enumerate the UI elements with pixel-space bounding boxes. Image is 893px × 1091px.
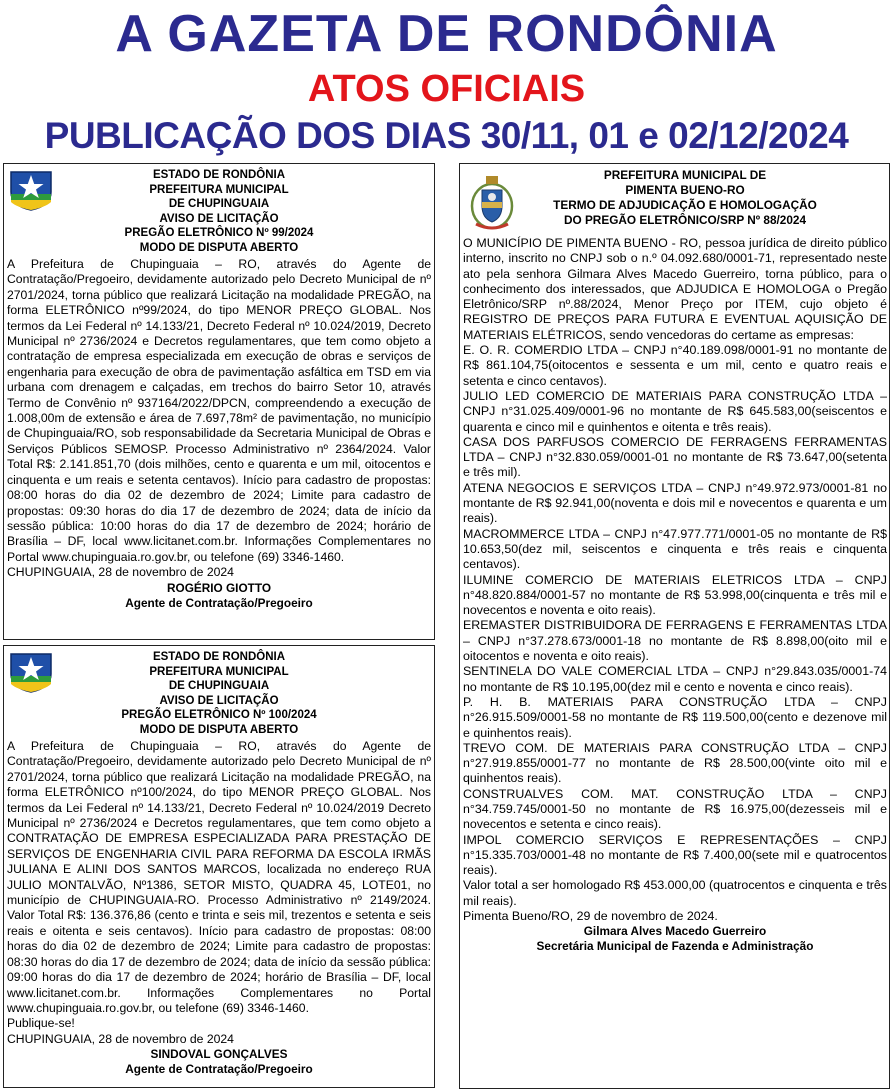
publish-note: Publique-se! bbox=[7, 1016, 75, 1031]
signer-name: ROGÉRIO GIOTTO bbox=[167, 580, 271, 595]
signer-role: Agente de Contratação/Pregoeiro bbox=[125, 595, 313, 610]
publication-dates: PUBLICAÇÃO DOS DIAS 30/11, 01 e 02/12/2024 bbox=[44, 115, 849, 156]
signer-name: Gilmara Alves Macedo Guerreiro bbox=[583, 924, 767, 939]
signer-name: SINDOVAL GONÇALVES bbox=[150, 1047, 288, 1062]
header-process-number: PREGÃO ELETRÔNICO Nº 99/2024 bbox=[124, 227, 314, 239]
notice-header bbox=[74, 650, 364, 737]
section-title: ATOS OFICIAIS bbox=[307, 68, 586, 110]
header-document-type: TERMO DE ADJUDICAÇÃO E HOMOLOGAÇÃO bbox=[553, 198, 817, 212]
notice-header bbox=[520, 168, 850, 228]
rondonia-flag-icon bbox=[8, 168, 54, 212]
notice-chupinguaia-99 bbox=[3, 163, 435, 640]
total-value: Valor total a ser homologado R$ 453.000,00 (quatrocentos e cinquenta e três mil reais). bbox=[463, 878, 887, 908]
newspaper-title: A GAZETA DE RONDÔNIA bbox=[115, 5, 778, 63]
header-state: ESTADO DE RONDÔNIA bbox=[152, 651, 286, 663]
header-dispute-mode: MODO DE DISPUTA ABERTO bbox=[139, 241, 299, 254]
place-date: CHUPINGUAIA, 28 de novembro de 2024 bbox=[7, 565, 234, 580]
notice-header bbox=[74, 168, 364, 255]
header-process-number: PREGÃO ELETRÔNICO Nº 100/2024 bbox=[121, 709, 317, 721]
municipal-coat-of-arms-icon bbox=[468, 172, 516, 234]
header-process-number: DO PREGÃO ELETRÔNICO/SRP Nº 88/2024 bbox=[563, 213, 807, 227]
signer-role: Agente de Contratação/Pregoeiro bbox=[125, 1062, 313, 1077]
winner-entry: SENTINELA DO VALE COMERCIAL LTDA – CNPJ n°29.843.035/0001-74 no montante de R$ 10.195,00(dez mil e cento e noventa e cinco reais). bbox=[463, 664, 887, 694]
winner-entry: CASA DOS PARFUSOS COMERCIO DE FERRAGENS FERRAMENTAS LTDA – CNPJ n°32.830.059/0001-01 no montante de R$ 73.647,00(setenta e três mil). bbox=[463, 434, 887, 480]
notice-pimenta-bueno-88 bbox=[459, 163, 890, 1089]
notice-body bbox=[7, 739, 431, 1077]
header-state: ESTADO DE RONDÔNIA bbox=[152, 169, 286, 181]
place-date: Pimenta Bueno/RO, 29 de novembro de 2024. bbox=[463, 909, 718, 924]
winner-entry: E. O. R. COMERDIO LTDA – CNPJ n°40.189.098/0001-91 no montante de R$ 861.104,75(oitocentos e sessenta e um mil, cento e quatro reais e setenta e cinco centavos). bbox=[463, 343, 887, 388]
notice-body bbox=[7, 257, 431, 611]
winner-entry: CONSTRUALVES COM. MAT. CONSTRUÇÃO LTDA – CNPJ n°34.759.745/0001-50 no montante de R$ 16.975,00(dezesseis mil e novecentos e setenta e cinco reais). bbox=[463, 786, 887, 832]
notice-body bbox=[463, 236, 887, 954]
winner-entry: EREMASTER DISTRIBUIDORA DE FERRAGENS E FERRAMENTAS LTDA – CNPJ n°37.278.673/0001-18 no montante de R$ 8.898,00(oito mil e oitocentos e noventa e oito reais). bbox=[463, 618, 887, 664]
header-notice-type: AVISO DE LICITAÇÃO bbox=[159, 694, 279, 707]
intro-paragraph: O MUNICÍPIO DE PIMENTA BUENO - RO, pessoa jurídica de direito público interno, inscrito no CNPJ sob o n.º 04.092.680/0001-71, representado neste ato pela senhora Gilmara Alves Macedo Guerreiro, torna público, para o conhecimento dos interessados, que ADJUDICA E HOMOLOGA o Pregão Eletrônico/SRP nº.88/2024, Menor Preço por ITEM, cujo objeto é REGISTRO DE PREÇOS PARA FUTURA E EVENTUAL AQUISIÇÃO DE MATERIAIS ELÉTRICOS, sendo vencedoras do certame as empresas: bbox=[463, 236, 887, 342]
winner-entry: TREVO COM. DE MATERIAIS PARA CONSTRUÇÃO LTDA – CNPJ n°27.919.855/0001-77 no montante de R$ 28.500,00(vinte oito mil e quinhentos reais). bbox=[463, 740, 887, 786]
winner-entry: JULIO LED COMERCIO DE MATERIAIS PARA CONSTRUÇÃO LTDA – CNPJ n°31.025.409/0001-96 no montante de R$ 645.583,00(seiscentos e quarenta e cinco mil e quinhentos e oitenta e três reais). bbox=[463, 388, 887, 434]
notice-paragraph: A Prefeitura de Chupinguaia – RO, através do Agente de Contratação/Pregoeiro, devidamente autorizado pelo Decreto Municipal de nº 2701/2024, torna público que realizará Licitação na modalidade PREGÃO, na forma ELETRÔNICO nº99/2024, do tipo MENOR PREÇO GLOBAL. Nos termos da Lei Federal nº 14.133/21, Decreto Federal nº 10.024/2019, Decreto Municipal nº 2736/2024 e Decretos regulamentares, que tem como objeto a contratação de empresa especializada em execução de obras e serviços de engenharia para execução de obra de pavimentação asfáltica em TSD em via urbana com drenagem e calçadas, em trechos do bairro Setor 10, através Termo de Convênio nº 937164/2022/DPCN, compreendendo a execução de 1.008,00m de extensão e área de 7.697,78m² de pavimentação, no município de Chupinguaia/RO, sob responsabilidade da Secretaria Municipal de Obras e Serviços Públicos SEMOSP. Processo Administrativo nº 2364/2024. Valor Total R$: 2.141.851,70 (dois milhões, cento e quarenta e um mil, oitocentos e cinquenta e um reais e setenta centavos). Início para cadastro de propostas: 08:00 horas do dia 02 de dezembro de 2024; Limite para cadastro de propostas: 09:30 horas do dia 17 de dezembro de 2024; data de início da sessão pública: 10:00 horas do dia 17 de dezembro de 2024; horário de Brasília – DF, local www.licitanet.com.br. Informações Complementares no Portal www.chupinguaia.ro.gov.br, ou telefone (69) 3346-1460. bbox=[7, 257, 431, 564]
winner-entry: ILUMINE COMERCIO DE MATERIAIS ELETRICOS LTDA – CNPJ n°48.820.884/0001-57 no montante de R$ 53.998,00(cinquenta e três mil e novecentos e noventa e oito reais). bbox=[463, 572, 887, 618]
place-date: CHUPINGUAIA, 28 de novembro de 2024 bbox=[7, 1031, 234, 1046]
header-municipality: DE CHUPINGUAIA bbox=[168, 198, 270, 210]
winner-entry: MACROMMERCE LTDA – CNPJ n°47.977.771/0001-05 no montante de R$ 10.653,50(dez mil, seiscentos e cinquenta e três reais e cinquenta centavos). bbox=[463, 526, 887, 572]
notice-chupinguaia-100 bbox=[3, 645, 435, 1088]
header-dispute-mode: MODO DE DISPUTA ABERTO bbox=[139, 723, 299, 736]
winner-entry: ATENA NEGOCIOS E SERVIÇOS LTDA – CNPJ n°49.972.973/0001-81 no montante de R$ 92.941,00(noventa e dois mil e novecentos e quarenta e um reais). bbox=[463, 480, 887, 526]
notice-paragraph: A Prefeitura de Chupinguaia – RO, através do Agente de Contratação/Pregoeiro, devidamente autorizado pelo Decreto Municipal de nº 2701/2024, torna público que realizará Licitação na modalidade PREGÃO, na forma ELETRÔNICO nº100/2024, do tipo MENOR PREÇO GLOBAL. Nos termos da Lei Federal nº 14.133/21, Decreto Federal nº 10.024/2019 Decreto Municipal nº 2736/2024 e Decretos regulamentares, que tem como objeto a CONTRATAÇÃO DE EMPRESA ESPECIALIZADA PARA PRESTAÇÃO DE SERVIÇOS DE ENGENHARIA CIVIL PARA REFORMA DA ESCOLA IRMÃS JULIANA E ALINI DOS SANTOS MARCOS, localizada no endereço RUA JULIO MONTALVÃO, Nº1386, SETOR MISTO, QUADRA 45, LOTE01, no município de CHUPINGUAIA-RO. Processo Administrativo nº 2149/2024. Valor Total R$: 136.376,86 (cento e trinta e seis mil, trezentos e setenta e seis reais e oitenta e seis centavos). Início para cadastro de propostas: 08:00 horas do dia 02 de dezembro de 2024; Limite para cadastro de propostas: 08:30 horas do dia 17 de dezembro de 2024; data de início da sessão pública: 09:00 horas do dia 17 de dezembro de 2024; horário de Brasília – DF, local www.licitanet.com.br. Informações Complementares no Portal www.chupinguaia.ro.gov.br, ou telefone (69) 3346-1460. bbox=[7, 739, 431, 1015]
winner-entry: P. H. B. MATERIAIS PARA CONSTRUÇÃO LTDA – CNPJ n°26.915.509/0001-58 no montante de R$ 119.500,00(cento e dezenove mil e quinhentos reais). bbox=[463, 694, 887, 740]
rondonia-flag-icon bbox=[8, 650, 54, 694]
header-prefecture: PREFEITURA MUNICIPAL bbox=[149, 665, 289, 678]
header-notice-type: AVISO DE LICITAÇÃO bbox=[159, 212, 279, 225]
header-municipality: DE CHUPINGUAIA bbox=[168, 680, 270, 692]
header-prefecture: PREFEITURA MUNICIPAL bbox=[149, 183, 289, 196]
header-municipality: PIMENTA BUENO-RO bbox=[625, 183, 745, 197]
header-prefecture: PREFEITURA MUNICIPAL DE bbox=[603, 168, 767, 182]
signer-role: Secretária Municipal de Fazenda e Administração bbox=[536, 939, 814, 954]
winner-entry: IMPOL COMERCIO SERVIÇOS E REPRESENTAÇÕES – CNPJ n°15.335.703/0001-48 no montante de R$ 7.400,00(sete mil e quatrocentos reais). bbox=[463, 832, 887, 878]
